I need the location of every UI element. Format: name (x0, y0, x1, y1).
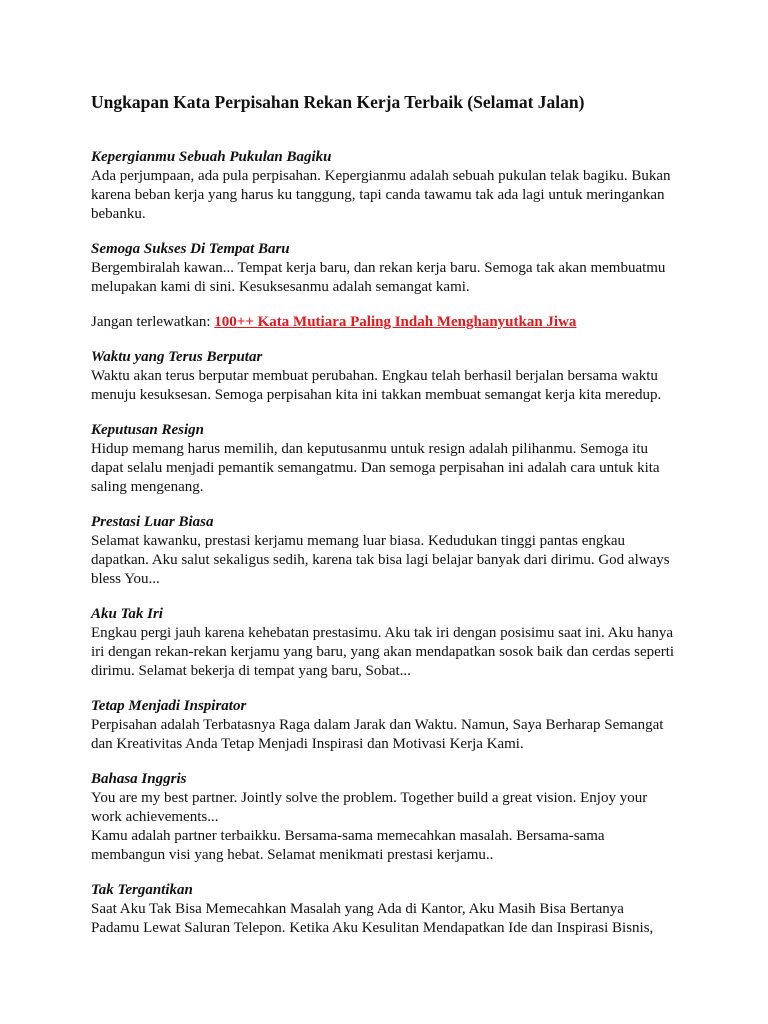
section-heading: Keputusan Resign (91, 422, 204, 438)
paragraph-line: melupakan kami di sini. Kesuksesanmu adalah semangat kami. (91, 279, 470, 295)
section-heading: Semoga Sukses Di Tempat Baru (91, 241, 290, 257)
paragraph-line: iri dengan rekan-rekan kerjamu yang baru, yang akan mendapatkan sosok baik dan cerdas seperti (91, 644, 675, 660)
paragraph-line: Saat Aku Tak Bisa Memecahkan Masalah yang Ada di Kantor, Aku Masih Bisa Bertanya (91, 901, 624, 917)
paragraph-line: Hidup memang harus memilih, dan keputusanmu untuk resign adalah pilihanmu. Semoga itu (91, 441, 648, 457)
paragraph-line: dan Kreativitas Anda Tetap Menjadi Inspirasi dan Motivasi Kerja Kami. (91, 736, 524, 752)
section (91, 770, 691, 865)
paragraph-line: bebanku. (91, 206, 146, 222)
paragraph-line: karena beban kerja yang harus ku tanggung, tapi canda tawamu tak ada lagi untuk meringankan (91, 187, 665, 203)
paragraph-line: dirimu. Selamat bekerja di tempat yang baru, Sobat... (91, 663, 411, 679)
paragraph-line: Bergembiralah kawan... Tempat kerja baru, dan rekan kerja baru. Semoga tak akan membuatmu (91, 260, 666, 276)
paragraph-line: Ada perjumpaan, ada pula perpisahan. Kepergianmu adalah sebuah pukulan telak bagiku. Bukan (91, 168, 671, 184)
paragraph-line: Engkau pergi jauh karena kehebatan prestasimu. Aku tak iri dengan posisimu saat ini. Aku hanya (91, 625, 674, 641)
section (91, 605, 691, 681)
document-title: Ungkapan Kata Perpisahan Rekan Kerja Terbaik (Selamat Jalan) (91, 92, 585, 112)
section-heading: Tak Tergantikan (91, 882, 193, 898)
paragraph-line: Kamu adalah partner terbaikku. Bersama-sama memecahkan masalah. Bersama-sama (91, 828, 605, 844)
section-heading: Kepergianmu Sebuah Pukulan Bagiku (91, 149, 332, 165)
paragraph-line: dapatkan. Aku salut sekaligus sedih, karena tak bisa lagi belajar banyak dari dirimu. God always (91, 552, 670, 568)
paragraph-line: menuju kesuksesan. Semoga perpisahan kita ini takkan membuat semangat kerja kita meredup. (91, 387, 662, 403)
section (91, 421, 691, 497)
paragraph-line: You are my best partner. Jointly solve the problem. Together build a great vision. Enjoy your (91, 790, 648, 806)
paragraph-line: Waktu akan terus berputar membuat perubahan. Engkau telah berhasil berjalan bersama waktu (91, 368, 658, 384)
paragraph-line: Perpisahan adalah Terbatasnya Raga dalam Jarak dan Waktu. Namun, Saya Berharap Semangat (91, 717, 664, 733)
paragraph-line: Padamu Lewat Saluran Telepon. Ketika Aku Kesulitan Mendapatkan Ide dan Inspirasi Bisnis, (91, 920, 654, 936)
paragraph-line: dapat selalu menjadi pemantik semangatmu. Dan semoga perpisahan ini adalah cara untuk kita (91, 460, 660, 476)
paragraph-line: membangun visi yang hebat. Selamat menikmati prestasi kerjamu.. (91, 847, 494, 863)
section-heading: Bahasa Inggris (91, 771, 187, 787)
paragraph-line: bless You... (91, 571, 160, 587)
section (91, 881, 691, 938)
section-heading: Tetap Menjadi Inspirator (91, 698, 247, 714)
section-heading: Prestasi Luar Biasa (91, 514, 214, 530)
promo-link[interactable]: 100++ Kata Mutiara Paling Indah Menghanyutkan Jiwa (214, 314, 577, 330)
paragraph-line: work achievements... (91, 809, 219, 825)
section (91, 240, 691, 297)
section-heading: Waktu yang Terus Berputar (91, 349, 263, 365)
promo-line (91, 313, 691, 332)
section (91, 148, 691, 224)
paragraph-line: Selamat kawanku, prestasi kerjamu memang luar biasa. Kedudukan tinggi pantas engkau (91, 533, 626, 549)
promo-prefix: Jangan terlewatkan: (91, 314, 215, 330)
section (91, 348, 691, 405)
paragraph-line: saling mengenang. (91, 479, 204, 495)
section (91, 513, 691, 589)
section (91, 697, 691, 754)
document-body (91, 148, 691, 954)
section-heading: Aku Tak Iri (91, 606, 163, 622)
